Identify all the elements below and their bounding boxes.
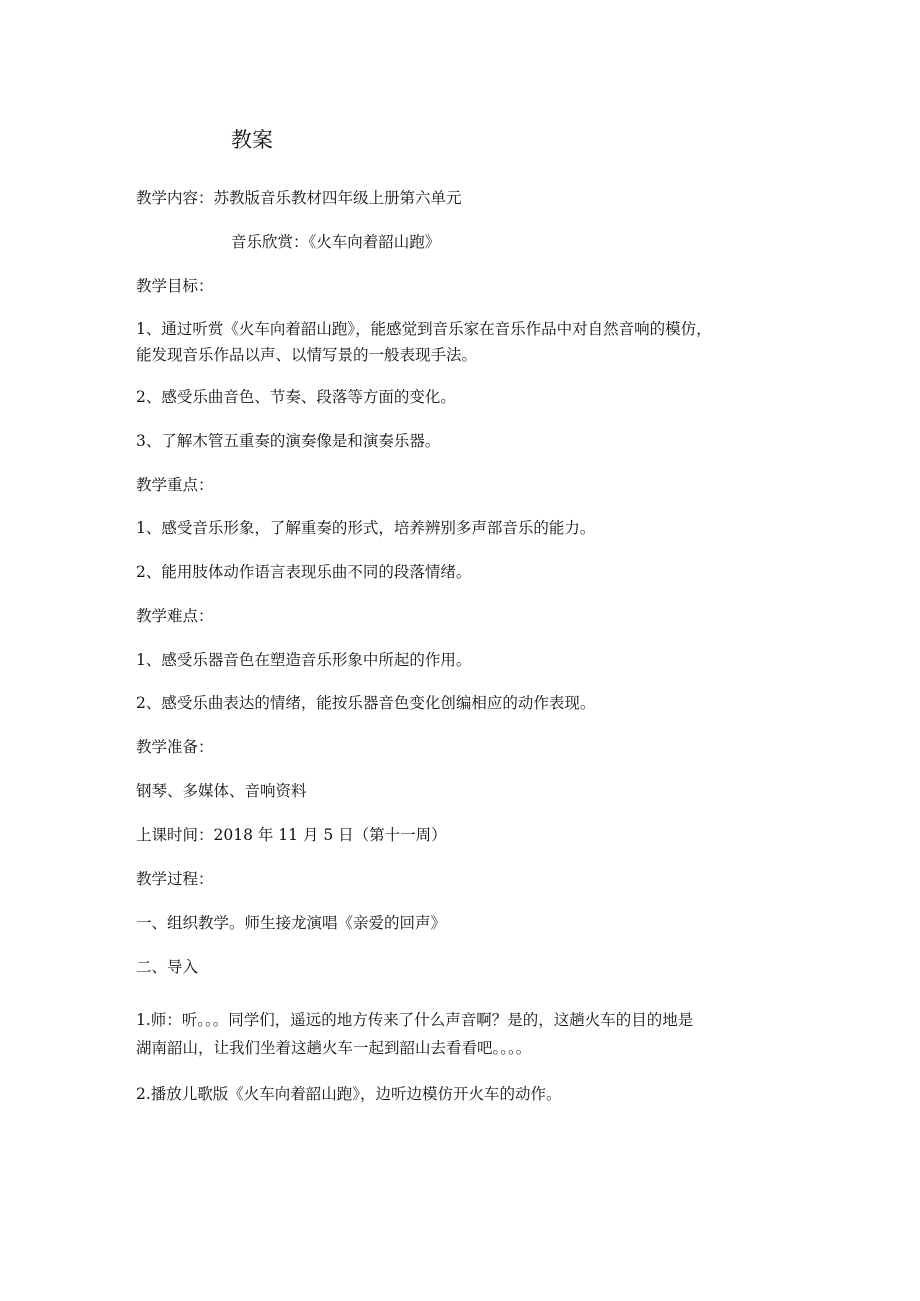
process-item: 二、导入: [136, 958, 199, 976]
difficulty-item: 2、感受乐曲表达的情绪，能按乐器音色变化创编相应的动作表现。: [136, 694, 596, 712]
page-title: 教案: [231, 128, 273, 152]
process-item: 湖南韶山，让我们坐着这趟火车一起到韶山去看看吧。。。。: [136, 1039, 532, 1057]
preparation-heading: 教学准备：: [136, 738, 214, 756]
difficulty-item: 1、感受乐器音色在塑造音乐形象中所起的作用。: [136, 651, 472, 669]
key-point-item: 1、感受音乐形象，了解重奏的形式，培养辨别多声部音乐的能力。: [136, 519, 596, 537]
process-item: 一、组织教学。师生接龙演唱《亲爱的回声》: [136, 914, 447, 932]
content-line: [136, 184, 462, 212]
process-item: 1.师：听。。。同学们，遥远的地方传来了什么声音啊？是的，这趟火车的目的地是: [136, 1011, 694, 1029]
process-item: 2.播放儿歌版《火车向着韶山跑》，边听边模仿开火车的动作。: [136, 1085, 562, 1103]
difficulties-heading: 教学难点：: [136, 607, 214, 625]
content-label: 教学内容：: [136, 189, 214, 207]
appreciation-line: 音乐欣赏：《火车向着韶山跑》: [231, 233, 441, 251]
key-points-heading: 教学重点：: [136, 476, 214, 494]
objective-item: 能发现音乐作品以声、以情写景的一般表现手法。: [136, 346, 478, 364]
objective-item: 1、通过听赏《火车向着韶山跑》，能感觉到音乐家在音乐作品中对自然音响的模仿，: [136, 320, 712, 338]
content-value: 苏教版音乐教材四年级上册第六单元: [213, 189, 462, 207]
preparation-value: 钢琴、多媒体、音响资料: [136, 782, 307, 800]
key-point-item: 2、能用肢体动作语言表现乐曲不同的段落情绪。: [136, 563, 472, 581]
process-heading: 教学过程：: [136, 870, 214, 888]
class-time: 上课时间：2018 年 11 月 5 日（第十一周）: [136, 826, 447, 844]
objective-item: 3、了解木管五重奏的演奏像是和演奏乐器。: [136, 432, 441, 450]
objective-item: 2、感受乐曲音色、节奏、段落等方面的变化。: [136, 388, 456, 406]
objectives-heading: 教学目标：: [136, 277, 214, 295]
